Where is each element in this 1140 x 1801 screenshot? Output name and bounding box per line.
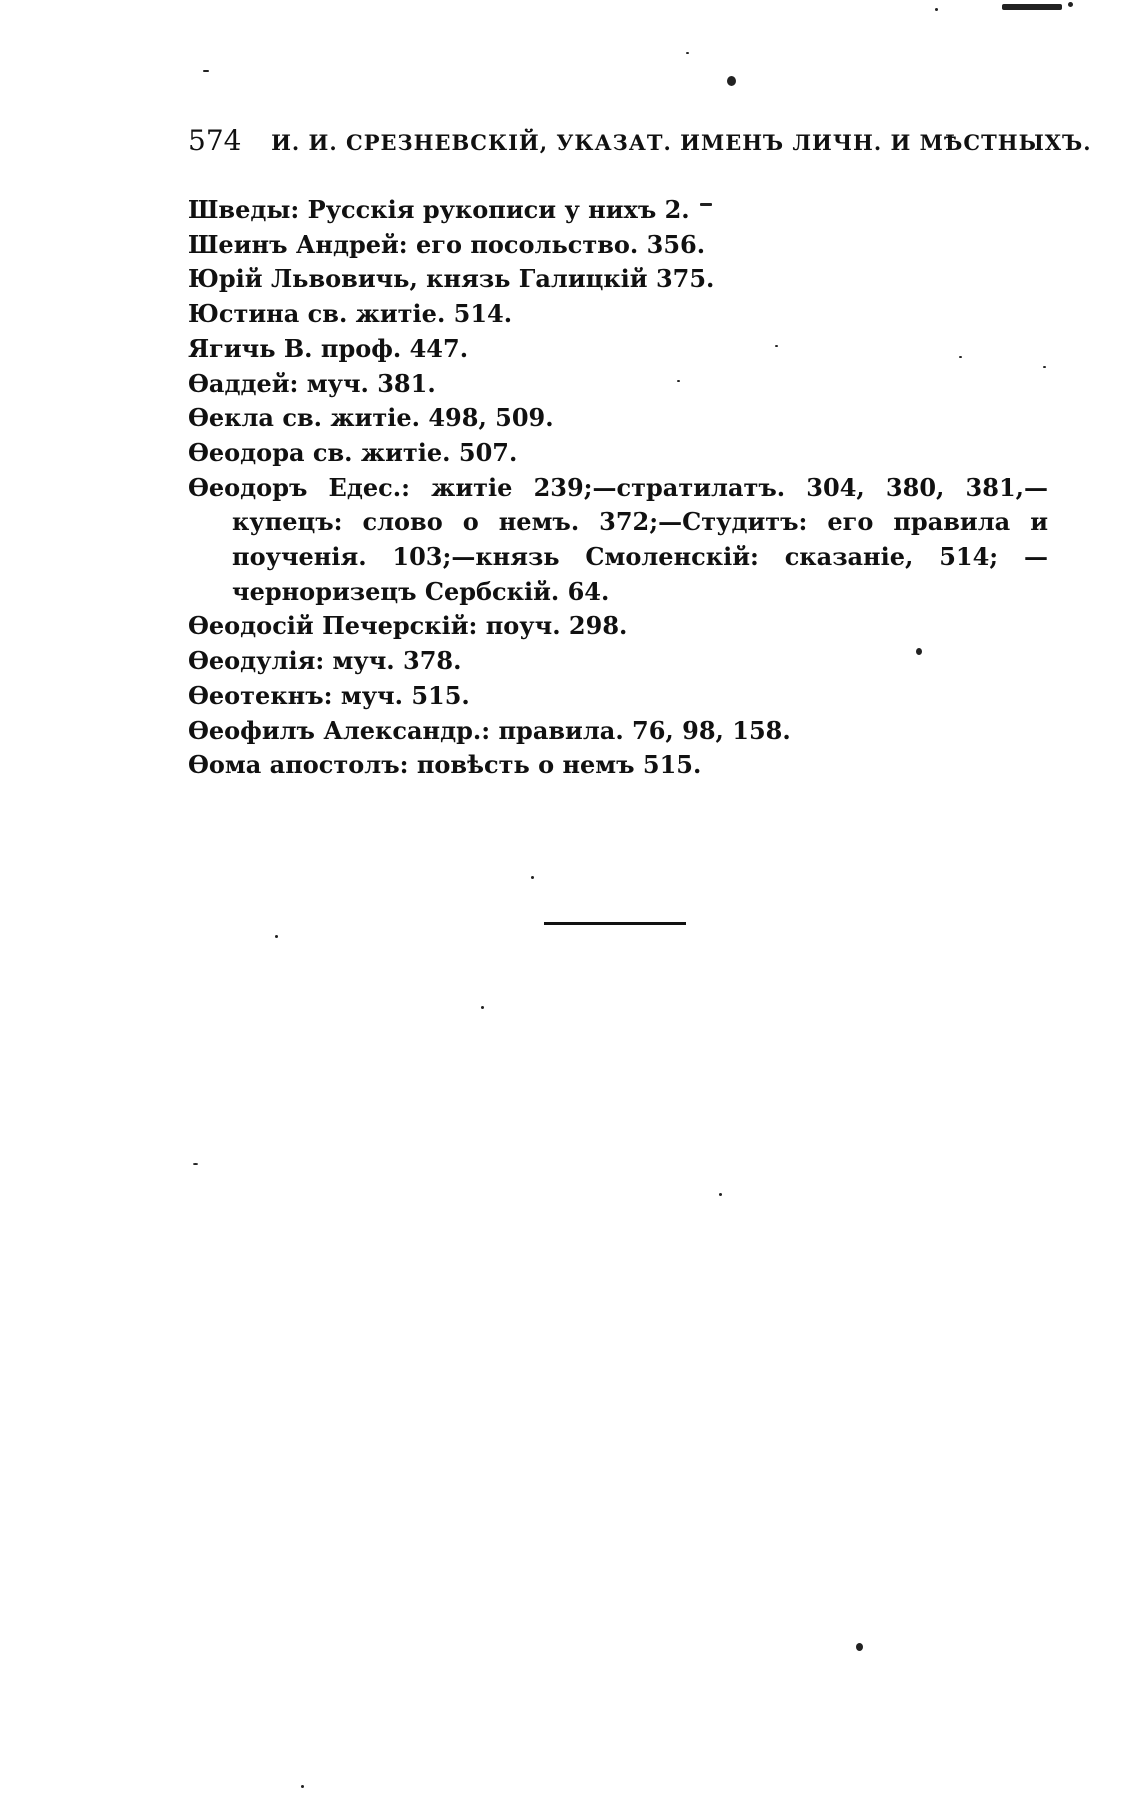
scan-speck xyxy=(686,52,689,54)
scan-speck xyxy=(481,1006,484,1009)
scan-speck xyxy=(775,345,778,347)
index-entry: Шеинъ Андрей: его посольство. 356. xyxy=(188,229,706,259)
scan-speck xyxy=(959,356,962,358)
running-title: И. И. СРЕЗНЕВСКІЙ, УКАЗАТ. ИМЕНЪ ЛИЧН. И МѢСТНЫХЪ. xyxy=(271,130,1092,155)
index-entry: Ѳеодосій Печерскій: поуч. 298. xyxy=(188,611,628,641)
scan-speck xyxy=(916,648,922,655)
index-entries xyxy=(188,193,1048,783)
scan-speck xyxy=(1068,2,1073,7)
index-entry: Ѳеофилъ Александр.: правила. 76, 98, 158. xyxy=(188,715,791,745)
index-entry: Ѳеотекнъ: муч. 515. xyxy=(188,680,470,710)
index-entry: Юстина св. житіе. 514. xyxy=(188,299,513,329)
scan-speck xyxy=(856,1643,863,1651)
scan-speck xyxy=(719,1193,722,1196)
scan-speck xyxy=(935,8,938,11)
scan-speck xyxy=(301,1785,304,1788)
scan-speck xyxy=(275,935,278,938)
scan-speck xyxy=(203,70,209,72)
index-entry: Ѳекла св. житіе. 498, 509. xyxy=(188,403,554,433)
scan-speck xyxy=(677,380,680,382)
scan-speck xyxy=(727,76,736,86)
closing-rule xyxy=(544,922,686,925)
index-entry: Ѳеодулія: муч. 378. xyxy=(188,646,462,676)
scan-speck xyxy=(193,1163,198,1165)
scan-speck xyxy=(1002,4,1062,10)
index-entry: Ѳаддей: муч. 381. xyxy=(188,368,436,398)
index-entry: Шведы: Русскія рукописи у нихъ 2. xyxy=(188,195,690,224)
scan-speck xyxy=(531,876,534,879)
index-entry: Юрій Львовичь, князь Галицкій 375. xyxy=(188,264,715,294)
scan-speck xyxy=(1043,366,1046,368)
index-entry: Ягичь В. проф. 447. xyxy=(188,333,469,363)
page-header xyxy=(188,124,1092,157)
index-entry: Ѳома апостолъ: повѣсть о немъ 515. xyxy=(188,750,702,780)
index-entry: Ѳеодора св. житіе. 507. xyxy=(188,437,518,467)
scan-speck xyxy=(700,203,712,206)
page-number: 574 xyxy=(188,124,242,157)
index-entry: Ѳеодоръ Едес.: житіе 239;—стратилатъ. 304, 380, 381,—купецъ: слово о немъ. 372;—Студитъ: его правила и поученія. 103;—князь Смоленскій: сказаніе, 514; — черноризецъ Сербскій. 64. xyxy=(188,472,1048,606)
